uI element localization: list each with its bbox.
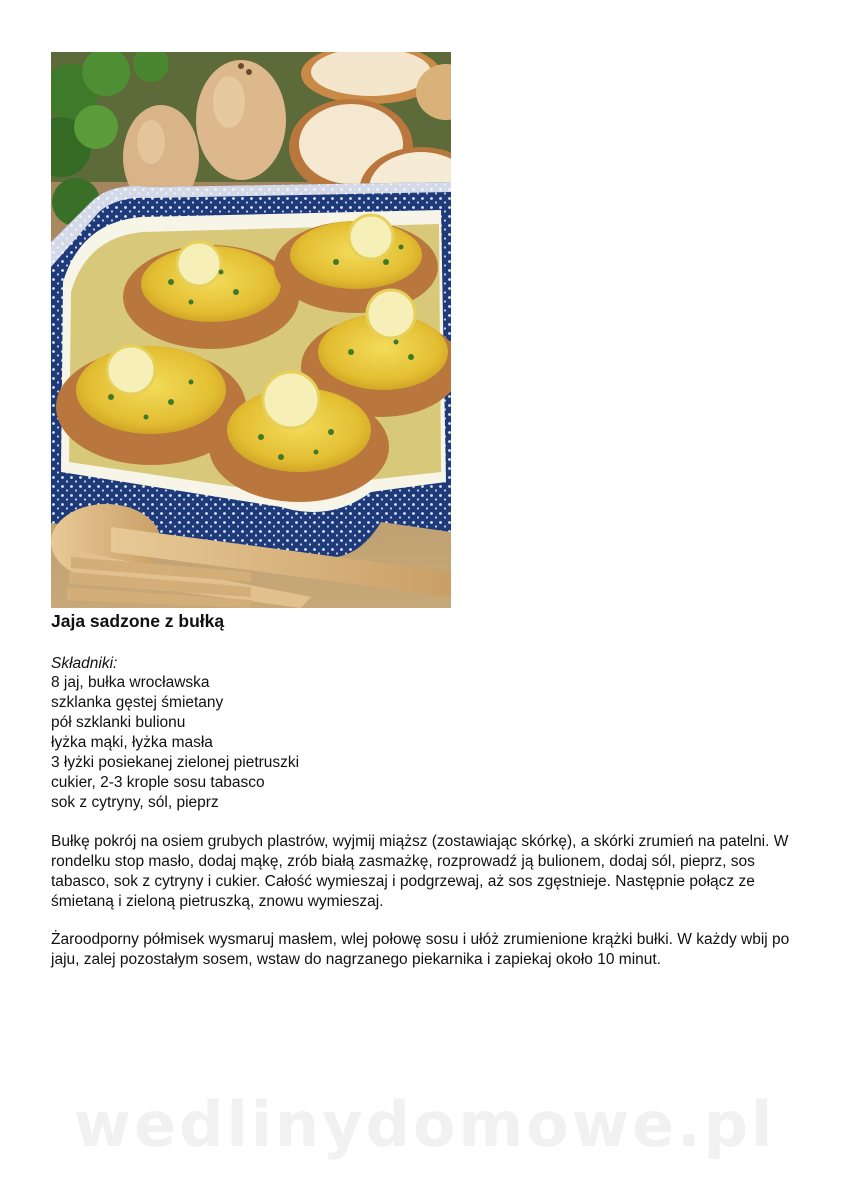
ingredient-item: 3 łyżki posiekanej zielonej pietruszki: [51, 754, 300, 771]
ingredient-item: pół szklanki bulionu: [51, 714, 186, 731]
ingredients-list: [51, 673, 299, 813]
ingredient-item: cukier, 2-3 krople sosu tabasco: [51, 774, 265, 791]
ingredient-item: 8 jaj, bułka wrocławska: [51, 674, 210, 691]
ingredient-item: łyżka mąki, łyżka masła: [51, 734, 213, 751]
watermark: wedlinydomowe.pl: [73, 1088, 776, 1161]
recipe-title: Jaja sadzone z bułką: [51, 611, 225, 631]
ingredient-item: sok z cytryny, sól, pieprz: [51, 794, 219, 811]
ingredients-heading: Składniki:: [51, 655, 118, 672]
preparation-step-2: Żaroodporny półmisek wysmaruj masłem, wlej połowę sosu i ułóż zrumienione krążki bułki. W każdy wbij po jaju, zalej pozostałym sosem, wstaw do nagrzanego piekarnika i zapiekaj około 10 minut.: [51, 931, 790, 968]
recipe-photo: [51, 52, 451, 608]
ingredient-item: szklanka gęstej śmietany: [51, 694, 224, 711]
preparation-step-1: Bułkę pokrój na osiem grubych plastrów, wyjmij miąższ (zostawiając skórkę), a skórki zrumień na patelni. W rondelku stop masło, dodaj mąkę, zrób białą zasmażkę, rozprowadź ją bulionem, dodaj sól, pieprz, sos tabasco, sok z cytryny i cukier. Całość wymieszaj i podgrzewaj, aż sos zgęstnieje. Następnie połącz ze śmietaną i zieloną pietruszką, znowu wymieszaj.: [51, 833, 789, 910]
